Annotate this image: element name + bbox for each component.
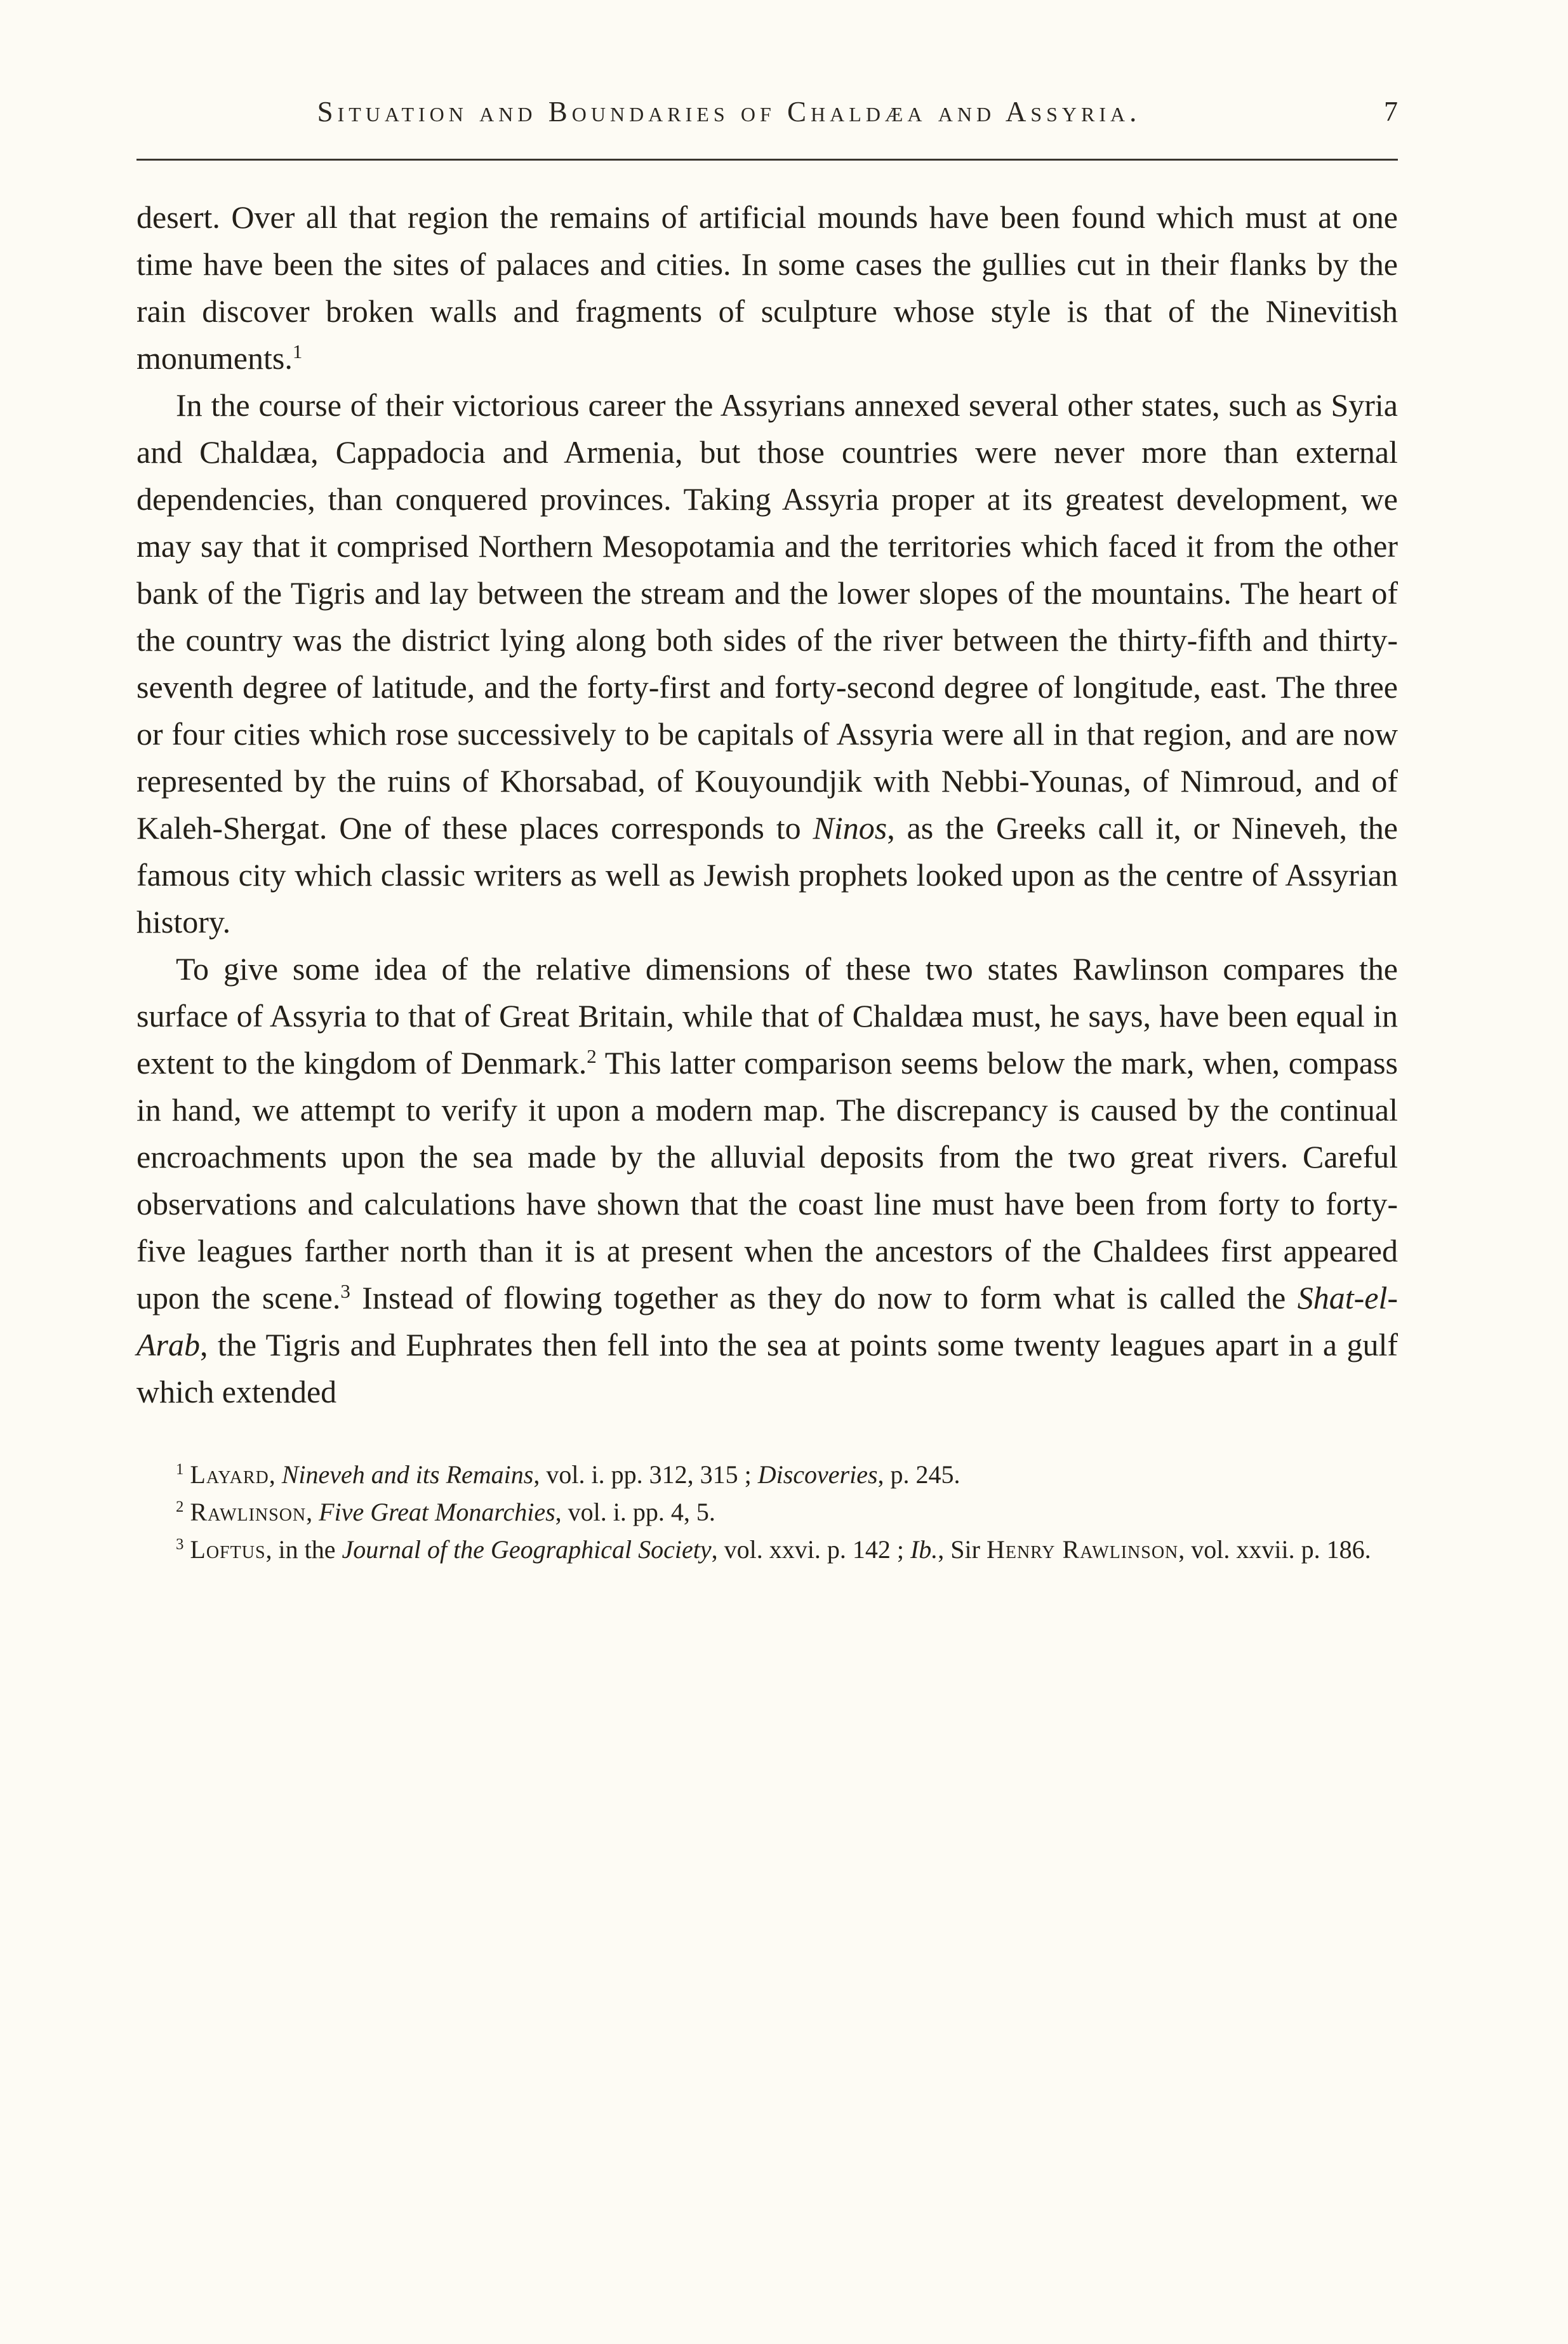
paragraph-2: In the course of their victorious career the Assyrians annexed several other states, such as Syria and Chaldæa, Cappadocia and Armenia, but those countries were never more than external dependencies, than conquered provinces. Taking Assyria proper at its greatest development, we may say that it comprised Northern Mesopotamia and the territories which faced it from the other bank of the Tigris and lay between the stream and the lower slopes of the mountains. The heart of the country was the district lying along both sides of the river between the thirty-fifth and thirty-seventh degree of latitude, and the forty-first and forty-second degree of longitude, east. The three or four cities which rose successively to be capitals of Assyria were all in that region, and are now represented by the ruins of Khorsabad, of Kouyoundjik with Nebbi-Younas, of Nimroud, and of Kaleh-Shergat. One of these places corresponds to Ninos, as the Greeks call it, or Nineveh, the famous city which classic writers as well as Jewish prophets looked upon as the centre of Assyrian history. <box>136 387 1398 940</box>
running-header <box>136 95 1398 145</box>
page-number: 7 <box>1384 96 1398 127</box>
footnotes-section <box>136 1456 1398 1568</box>
footnote-2: $^2$ Rawlinson, Five Great Monarchies, vol. i. pp. 4, 5. <box>176 1498 715 1526</box>
page-body <box>136 194 1398 1415</box>
footnote-1: $^1$ Layard, Nineveh and its Remains, vol. i. pp. 312, 315 ; Discoveries, p. 245. <box>176 1460 960 1489</box>
header-rule <box>136 159 1398 161</box>
running-header-title: Situation and Boundaries of Chaldæa and Assyria. <box>317 96 1141 128</box>
paragraph-3: To give some idea of the relative dimensions of these two states Rawlinson compares the surface of Assyria to that of Great Britain, while that of Chaldæa must, he says, have been equal in extent to the kingdom of Denmark.$^2$ This latter comparison seems below the mark, when, compass in hand, we attempt to verify it upon a modern map. The discrepancy is caused by the continual encroachments upon the sea made by the alluvial deposits from the two great rivers. Careful observations and calculations have shown that the coast line must have been from forty to forty-five leagues farther north than it is at present when the ancestors of the Chaldees first appeared upon the scene.$^3$ Instead of flowing together as they do now to form what is called the Shat-el-Arab, the Tigris and Euphrates then fell into the sea at points some twenty leagues apart in a gulf which extended <box>136 951 1398 1409</box>
paragraph-1: desert. Over all that region the remains of artificial mounds have been found which must at one time have been the sites of palaces and cities. In some cases the gullies cut in their flanks by the rain discover broken walls and fragments of sculpture whose style is that of the Ninevitish monuments.$^1$ <box>136 199 1398 376</box>
footnote-3: $^3$ Loftus, in the Journal of the Geographical Society, vol. xxvi. p. 142 ; Ib., Sir Henry Rawlinson, vol. xxvii. p. 186. <box>176 1535 1371 1564</box>
